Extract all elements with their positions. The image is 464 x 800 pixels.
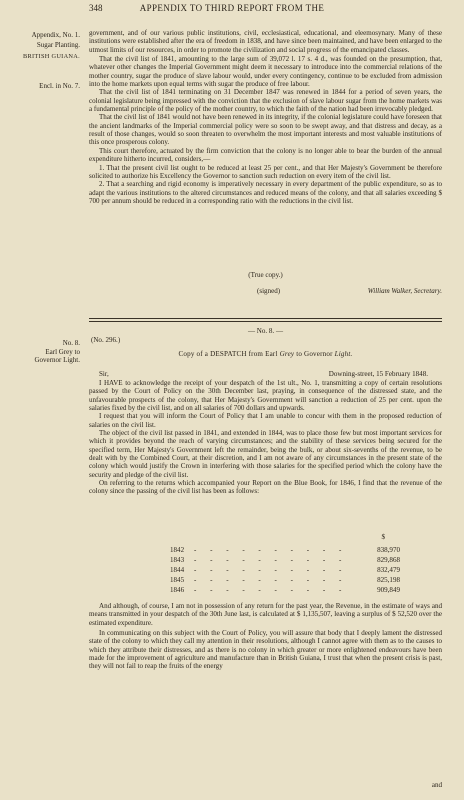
paragraph: 1. That the present civil list ought to be reduced at least 25 per cent., and that Her Majesty's Government be therefore solicited to authorize his Excellency the Governor to sanction such reduction on every item of the civil list. xyxy=(89,163,442,180)
page-header xyxy=(0,3,464,17)
revenue-row xyxy=(170,546,430,555)
despatch-number: (No. 296.) xyxy=(91,336,121,344)
margin-note-governor-light: Governor Light. xyxy=(34,356,80,364)
salutation: Sir, xyxy=(99,370,109,378)
margin-note-appendix: Appendix, No. 1. xyxy=(31,31,80,39)
catchword: and xyxy=(431,781,442,789)
currency-header: $ xyxy=(381,533,385,541)
paragraph: That the civil list of 1841, amounting to the large sum of 39,072 l. 17 s. 4 d., was founded on the presumption, that, whatever other changes the Imperial Government might deem it necessary to introduce into the commercial relations of the mother country, sugar the produce of slave labour would, under every contingency, continue to be excluded from admission into the home markets upon equal terms with sugar the produce of free labour. xyxy=(89,55,442,89)
paragraph: I HAVE to acknowledge the receipt of your despatch of the 1st ult., No. 1, transmitting a copy of certain resolutions passed by the Court of Policy on the 30th December last, praying, in consequence of the distressed state, and the unfavourable prospects of the colony, that Her Majesty's Government will sanction a reduction of 25 per cent. upon the salaries fixed by the civil list, and on all salaries of 700 dollars and upwards. xyxy=(89,379,442,413)
signed-label: (signed) xyxy=(257,287,281,295)
running-head: APPENDIX TO THIRD REPORT FROM THE xyxy=(139,3,325,13)
margin-note-no8: No. 8. xyxy=(62,339,80,347)
paragraph: 2. That a searching and rigid economy is imperatively necessary in every department of the public expenditure, so as to adapt the various institutions to the altered circumstances and reduced means of the colony, and that all salaries exceeding $ 700 per annum should be reduced in a corresponding ratio with the reductions in the civil list. xyxy=(89,180,442,205)
revenue-value: 838,970 xyxy=(377,546,400,554)
despatch-text-continued xyxy=(89,602,442,671)
despatch-title: Copy of a DESPATCH from Earl Grey to Governor Light. xyxy=(178,350,353,358)
paragraph: That the civil list of 1841 terminating on 31 December 1847 was renewed in 1844 for a period of seven years, the colonial legislature being impressed with the conviction that the exclusion of slave labour sugar from the home markets was a fundamental principle of the policy of the mother country, to which the faith of the nation had been irrevocably pledged. xyxy=(89,88,442,114)
revenue-value: 829,868 xyxy=(377,556,400,564)
margin-note-british-guiana: BRITISH GUIANA. xyxy=(23,53,80,60)
enclosure-text xyxy=(89,29,442,205)
signature-name: William Walker, Secretary. xyxy=(367,287,442,295)
revenue-year: 1846 xyxy=(170,586,185,594)
paragraph: The object of the civil list passed in 1841, and extended in 1844, was to place those few but most important services for which it provides beyond the reach of varying circumstances; and the stability of these services being secured for the specified term, Her Majesty's Government left the remainder, being the bulk, or about six-sevenths of the revenue, to be dealt with by the Combined Court, at their discretion, and I am not aware of any circumstances in the present state of the colony which would justify the Crown in interfering with those salaries for the specified period which the colony have the security and pledge of the civil list. xyxy=(89,429,442,479)
despatch-text xyxy=(89,379,442,496)
revenue-row xyxy=(170,586,430,595)
leader-dots: - - - - - - - - - - xyxy=(194,546,348,554)
revenue-year: 1845 xyxy=(170,576,185,584)
despatch-date: Downing-street, 15 February 1848. xyxy=(328,370,428,378)
revenue-year: 1842 xyxy=(170,546,185,554)
paragraph: I request that you will inform the Court of Policy that I am unable to concur with them in the proposed reduction of salaries on the civil list. xyxy=(89,412,442,429)
paragraph: And although, of course, I am not in possession of any return for the past year, the Revenue, in the estimate of ways and means transmitted in your despatch of the 30th June last, is calculated at $ 1,135,507, leaving a surplus of $ 52,520 over the estimated expenditure. xyxy=(89,602,442,627)
revenue-year: 1843 xyxy=(170,556,185,564)
revenue-row xyxy=(170,576,430,585)
margin-note-sugar-planting: Sugar Planting. xyxy=(36,41,80,49)
leader-dots: - - - - - - - - - - xyxy=(194,576,348,584)
margin-note-earl-grey: Earl Grey to xyxy=(45,348,80,356)
section-divider xyxy=(89,321,442,322)
revenue-row xyxy=(170,566,430,575)
paragraph: In communicating on this subject with the Court of Policy, you will assure that body that I deeply lament the distressed state of the colony to which they call my attention in their resolutions, although I cannot agree with them as to the causes to which they attribute their distresses, and as there is no colony in which greater or more enlightened endeavours have been made for the improvement of agriculture and manufacture than in British Guiana, I trust that when the present crisis is past, they will not fail to reap the fruits of the energy xyxy=(89,629,442,671)
revenue-row xyxy=(170,556,430,565)
revenue-value: 909,849 xyxy=(377,586,400,594)
leader-dots: - - - - - - - - - - xyxy=(194,586,348,594)
section-heading: — No. 8. — xyxy=(247,327,284,335)
revenue-value: 832,479 xyxy=(377,566,400,574)
section-divider xyxy=(89,318,442,319)
leader-dots: - - - - - - - - - - xyxy=(194,566,348,574)
paragraph: That the civil list of 1841 would not have been renewed in its integrity, if the colonial legislature could have foreseen that the ancient landmarks of the Imperial commercial policy were so soon to be swept away, and that distress and decay, as a result of those changes, would so soon threaten to overwhelm the most important interests and most valuable institutions of this once prosperous colony. xyxy=(89,113,442,147)
paragraph: government, and of our various public institutions, civil, ecclesiastical, educational, and eleemosynary. Many of these institutions were established after the era of freedom in 1838, and have since been maintained, and have been enlarged to the utmost limits of our resources, in order to promote the civilization and social progress of the emancipated classes. xyxy=(89,29,442,54)
leader-dots: - - - - - - - - - - xyxy=(194,556,348,564)
margin-note-enclosure: Encl. in No. 7. xyxy=(39,82,80,90)
paragraph: On referring to the returns which accompanied your Report on the Blue Book, for 1846, I find that the revenue of the colony since the passing of the civil list has been as follows: xyxy=(89,479,442,496)
true-copy: (True copy.) xyxy=(248,271,283,279)
revenue-value: 825,198 xyxy=(377,576,400,584)
revenue-year: 1844 xyxy=(170,566,185,574)
paragraph: This court therefore, actuated by the firm conviction that the colony is no longer able to bear the burden of the annual expenditure hitherto incurred, considers,— xyxy=(89,146,442,164)
page-number: 348 xyxy=(89,3,103,13)
